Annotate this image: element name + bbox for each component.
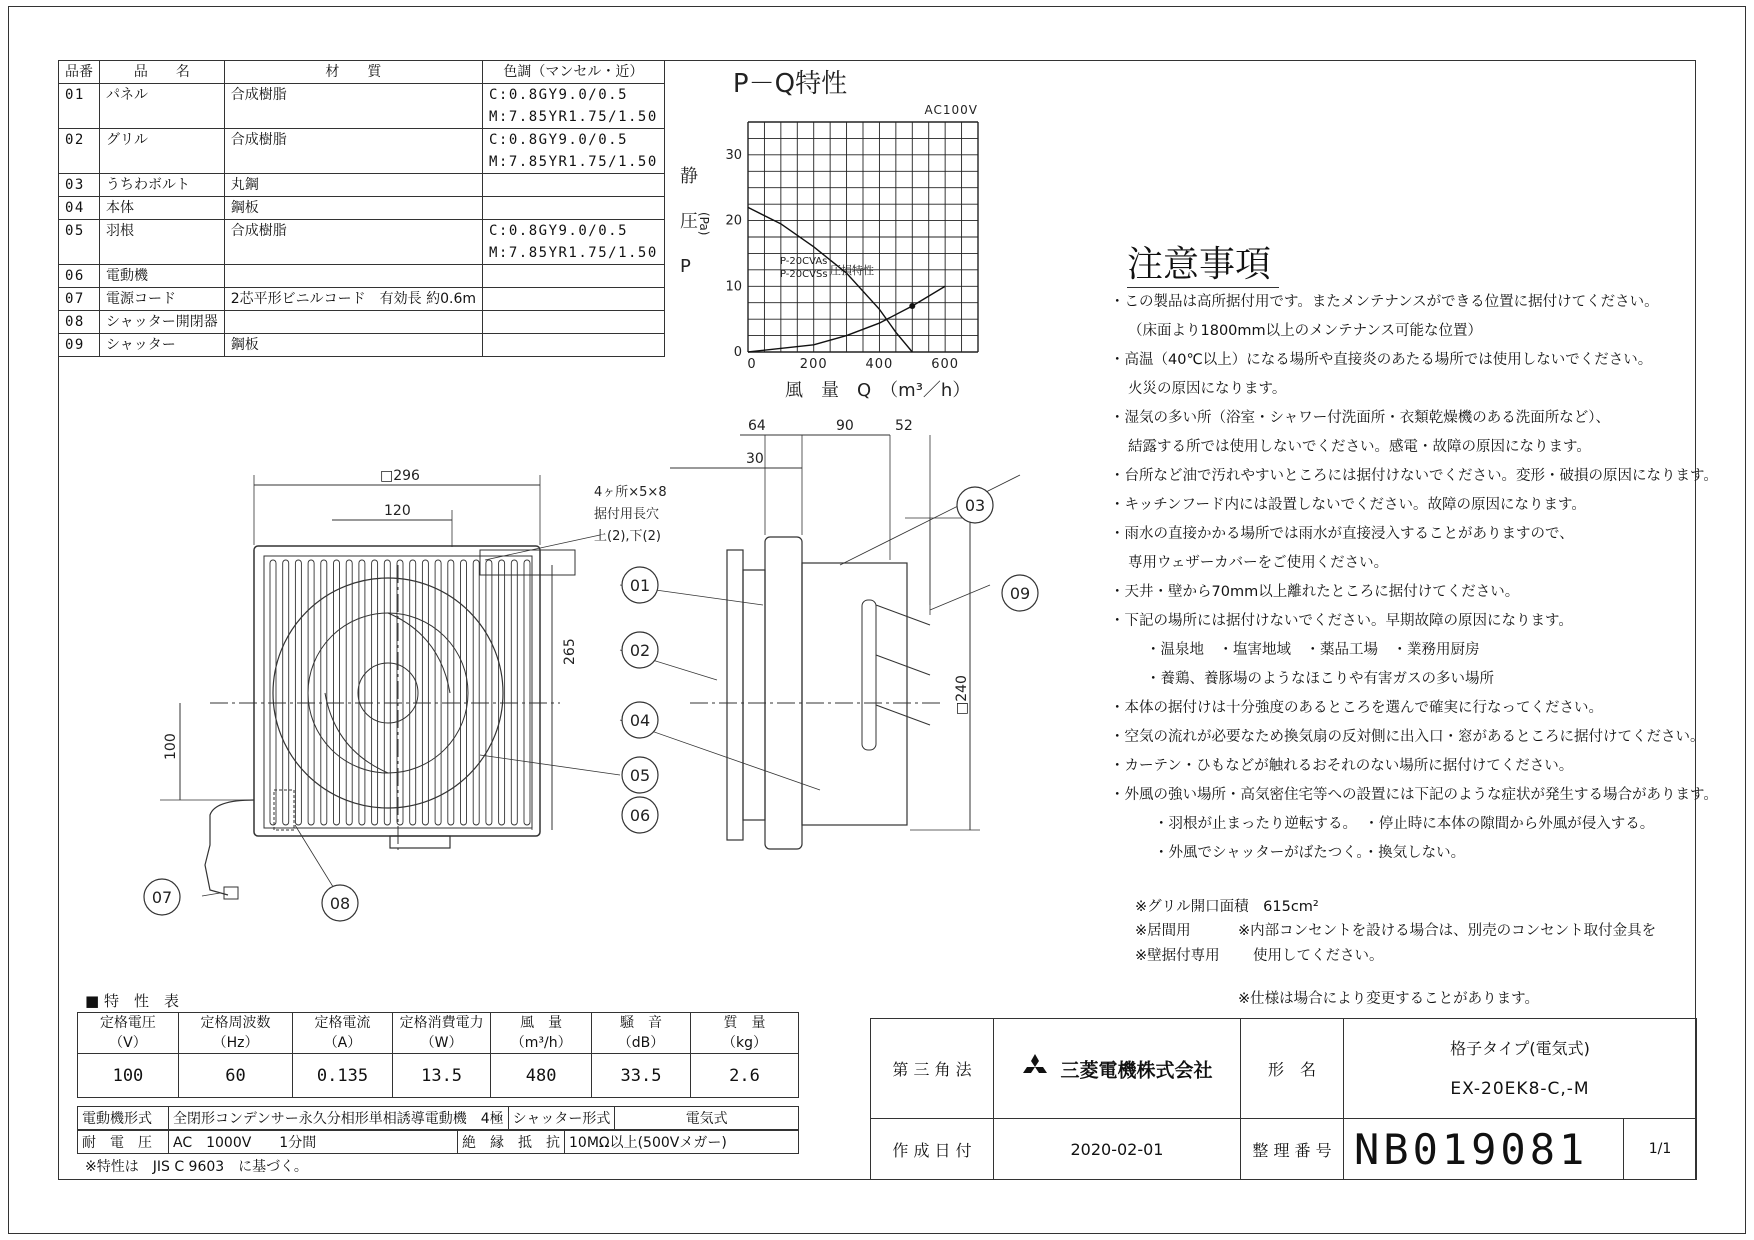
company-cell [994,1019,1241,1119]
parts-no: 05 [59,220,100,265]
parts-color-c: C:0.8GY9.0/0.5 [489,87,629,103]
grille-bar [410,560,416,825]
y-tick-label: 20 [725,213,742,229]
spec-header-unit: （W） [420,1035,463,1051]
note-line: ・下記の場所には据付けないでください。早期故障の原因になります。 [1110,613,1573,629]
spec-head-row [78,1013,799,1054]
spec-table-2 [77,1106,799,1130]
spec-value: 13.5 [392,1054,491,1098]
note-line: ・温泉地 ・塩害地域 ・薬品工場 ・業務用厨房 [1146,642,1480,658]
withstand-value: AC 1000V 1分間 [169,1131,458,1154]
parts-body [59,84,665,357]
parts-header-color: 色調（マンセル・近） [483,61,665,84]
grille-bar [461,560,467,825]
spec-header-label: 質 量 [723,1015,766,1031]
parts-name: うちわボルト [100,174,225,197]
grille-bar [295,560,301,825]
outlet-note-1: ※内部コンセントを設ける場合は、別売のコンセント取付金具を [1238,923,1657,939]
doc-no-label: 整 理 番 号 [1241,1119,1344,1180]
spec-header-unit: （A） [323,1035,362,1051]
note-line: ・本体の据付けは十分強度のあるところを選んで確実に行なってください。 [1110,700,1603,716]
parts-color [483,220,665,265]
mount-holes-label-2: 据付用長穴 [594,507,660,522]
grille-bars [270,560,530,825]
parts-material: 合成樹脂 [224,84,482,129]
doc-no-value: NB019081 [1344,1119,1624,1180]
spec-header-label: 定格周波数 [200,1015,271,1031]
callout-label: 02 [629,641,651,660]
spec-header-unit: （kg） [722,1035,768,1051]
grille-bar [473,560,479,825]
dim-side-52: 52 [895,418,913,434]
shutter-type-label: シャッター形式 [508,1107,615,1130]
spec-value: 33.5 [591,1054,690,1098]
parts-material [224,265,482,288]
spec-header [392,1013,491,1054]
chart-subtitle: AC100V [924,103,978,117]
chart-ticks [725,148,959,372]
motor-type-label: 電動機形式 [78,1107,169,1130]
chart-title: P－Q特性 [732,69,848,99]
dim-side-30: 30 [746,451,764,467]
y-axis-label-2: 圧 [680,211,698,232]
grille-bar [511,560,517,825]
parts-name: 本体 [100,197,225,220]
y-tick-label: 10 [725,279,742,295]
parts-header-material: 材 質 [224,61,482,84]
grille-bar [435,560,441,825]
note-line: ・空気の流れが必要なため換気扇の反対側に出入口・窓があるところに据付けてください。 [1110,729,1705,745]
chart-xlabel: 風 量 Q （m³／h） [785,380,971,401]
y-tick-label: 30 [725,147,742,163]
parts-row [59,197,665,220]
y-tick-label: 0 [733,345,742,360]
callout-label: 03 [964,496,986,515]
note-line: （床面より1800mm以上のメンテナンス可能な位置） [1128,323,1482,339]
parts-no: 03 [59,174,100,197]
grille-bar [422,560,428,825]
grille-bar [308,560,314,825]
parts-color-m: M:7.85YR1.75/1.50 [489,154,658,170]
insulation-value: 10MΩ以上(500Vメガー) [565,1131,799,1154]
notes-title: 注意事項 [1127,236,1279,288]
parts-color [483,334,665,357]
note-line: ・養鶏、養豚場のようなほこりや有害ガスの多い場所 [1146,671,1494,687]
notes-list [1110,288,1718,868]
callout-label: 09 [1009,584,1031,603]
note-line: ・湿気の多い所（浴室・シャワー付洗面所・衣類乾燥機のある洗面所など）、 [1110,410,1610,426]
parts-header-no: 品番 [59,61,100,84]
parts-color [483,311,665,334]
grill-area-note: ※グリル開口面積 615cm² [1135,899,1319,915]
parts-color [483,288,665,311]
company-name: 三菱電機株式会社 [1060,1059,1213,1081]
note-line: ・台所など油で汚れやすいところには据付けないでください。変形・破損の原因になります。 [1110,468,1718,484]
parts-no: 09 [59,334,100,357]
parts-no: 08 [59,311,100,334]
parts-row [59,288,665,311]
grille-bar [499,560,505,825]
x-tick-label: 200 [799,357,828,372]
spec-table-title: ■ 特 性 表 [85,992,179,1010]
grille-bar [346,560,352,825]
spec-value: 60 [178,1054,292,1098]
dim-side-64: 64 [748,418,766,434]
spec-value: 100 [78,1054,179,1098]
parts-row [59,334,665,357]
parts-name: 羽根 [100,220,225,265]
parts-row [59,84,665,129]
spec-header-label: 定格消費電力 [399,1015,484,1031]
parts-name: シャッター開閉器 [100,311,225,334]
parts-color [483,129,665,174]
note-line: 結露する所では使用しないでください。感電・故障の原因になります。 [1128,439,1591,455]
mitsubishi-logo-icon [1021,1054,1049,1084]
parts-material [224,311,482,334]
note-line: ・キッチンフード内には設置しないでください。故障の原因になります。 [1110,497,1586,513]
dim-front-265: 265 [562,638,578,665]
note-line: ・高温（40℃以上）になる場所や直接炎のあたる場所では使用しないでください。 [1110,352,1653,368]
spec-header [691,1013,799,1054]
date-label: 作 成 日 付 [871,1119,994,1180]
product-type: 格子タイプ(電気式) [1450,1038,1590,1058]
chart-grid [748,122,978,352]
note-line: ・この製品は高所据付用です。またメンテナンスができる位置に据付けてください。 [1110,294,1659,310]
annotation-p20cvss: P-20CVSs [780,269,828,280]
parts-no: 02 [59,129,100,174]
dim-front-width: □296 [380,468,420,484]
dim-side-90: 90 [836,418,854,434]
x-tick-label: 600 [931,357,960,372]
parts-color [483,84,665,129]
note-line: 火災の原因になります。 [1128,381,1287,397]
page-number: 1/1 [1624,1119,1697,1180]
residential-note: ※居間用 [1135,923,1191,939]
spec-header-label: 定格電流 [314,1015,371,1031]
spec-value: 2.6 [691,1054,799,1098]
parts-no: 04 [59,197,100,220]
front-view [160,475,620,899]
parts-material: 丸鋼 [224,174,482,197]
spec-header [178,1013,292,1054]
callout-label: 04 [629,711,651,730]
parts-color-m: M:7.85YR1.75/1.50 [489,109,658,125]
dim-front-120: 120 [384,503,411,519]
y-axis-unit: (Pa) [697,212,711,236]
wall-mount-note: ※壁据付専用 [1135,948,1220,964]
y-axis-label-1: 静 [680,166,698,187]
note-line: ・外風の強い場所・高気密住宅等への設置には下記のような症状が発生する場合があります。 [1110,787,1718,803]
callout-label: 05 [629,766,651,785]
x-tick-label: 0 [747,357,757,372]
callout-label: 01 [629,576,651,595]
parts-color [483,265,665,288]
grille-bar [384,560,390,825]
spec-header-unit: （V） [109,1035,147,1051]
parts-material: 鋼板 [224,197,482,220]
x-tick-label: 400 [865,357,894,372]
parts-material: 合成樹脂 [224,129,482,174]
dim-front-100: 100 [163,733,179,760]
mount-holes-label: 4ヶ所×5×8 [594,485,667,500]
projection: 第 三 角 法 [871,1019,994,1119]
grille-bar [359,560,365,825]
parts-row [59,311,665,334]
annotation-p20cvas: P-20CVAs [780,256,828,267]
title-block [870,1018,1697,1180]
parts-name: グリル [100,129,225,174]
model-label: 形 名 [1241,1019,1344,1119]
pq-chart [660,62,1020,407]
parts-name: パネル [100,84,225,129]
note-line: ・天井・壁から70mm以上離れたところに据付けてください。 [1110,584,1520,600]
note-line: ・雨水の直接かかる場所では雨水が直接浸入することがありますので、 [1110,526,1574,542]
mount-holes-label-3: 上(2),下(2) [594,529,661,544]
parts-row [59,174,665,197]
spec-header [591,1013,690,1054]
parts-color-m: M:7.85YR1.75/1.50 [489,245,658,261]
parts-row [59,129,665,174]
parts-no: 06 [59,265,100,288]
spec-header-unit: （Hz） [212,1035,259,1051]
dim-side-240: □240 [954,675,970,715]
parts-row [59,265,665,288]
spec-header [293,1013,393,1054]
spec-header-label: 騒 音 [619,1015,662,1031]
spec-header [491,1013,592,1054]
spec-value: 480 [491,1054,592,1098]
spec-header [78,1013,179,1054]
spec-header-unit: （m³/h） [510,1035,572,1051]
date-value: 2020-02-01 [994,1119,1241,1180]
spec-header-unit: （dB） [617,1035,665,1051]
parts-material: 2芯平形ビニルコード 有効長 約0.6m [224,288,482,311]
parts-no: 01 [59,84,100,129]
callouts [144,487,1038,921]
motor-type-value: 全閉形コンデンサー永久分相形単相誘導電動機 4極 [169,1107,509,1130]
grille-bar [448,560,454,825]
insulation-label: 絶 縁 抵 抗 [458,1131,565,1154]
spec-table-3 [77,1130,799,1154]
parts-name: シャッター [100,334,225,357]
grille-bar [486,560,492,825]
parts-row [59,220,665,265]
y-axis-label-3: P [680,256,691,277]
note-line: ・カーテン・ひもなどが触れるおそれのない場所に据付けてください。 [1110,758,1574,774]
parts-color-c: C:0.8GY9.0/0.5 [489,223,629,239]
model-cell [1344,1019,1697,1119]
callout-label: 08 [329,894,351,913]
spec-table [77,1012,799,1098]
parts-header-name: 品 名 [100,61,225,84]
callout-label: 07 [151,888,173,907]
spec-change-note: ※仕様は場合により変更することがあります。 [1238,991,1539,1007]
spec-value-row [78,1054,799,1098]
note-line: ・外風でシャッターがばたつく。・換気しない。 [1154,845,1466,861]
parts-name: 電動機 [100,265,225,288]
note-line: 専用ウェザーカバーをご使用ください。 [1128,555,1389,571]
parts-color-c: C:0.8GY9.0/0.5 [489,132,629,148]
parts-table [58,60,665,357]
shutter-type-value: 電気式 [615,1107,799,1130]
operating-point [909,303,915,309]
grille-bar [283,560,289,825]
parts-material: 鋼板 [224,334,482,357]
grille-bar [524,560,530,825]
note-line: ・羽根が止まったり逆転する。 ・停止時に本体の隙間から外風が侵入する。 [1154,816,1655,832]
parts-color [483,174,665,197]
outlet-note-2: 使用してください。 [1253,948,1384,964]
spec-header-label: 定格電圧 [99,1015,156,1031]
model-number: EX-20EK8-C,-M [1450,1078,1590,1099]
technical-drawing [120,418,1050,935]
parts-material: 合成樹脂 [224,220,482,265]
parts-color [483,197,665,220]
spec-header-label: 風 量 [520,1015,563,1031]
grille-bar [334,560,340,825]
parts-name: 電源コード [100,288,225,311]
withstand-label: 耐 電 圧 [78,1131,169,1154]
grille-bar [372,560,378,825]
spec-value: 0.135 [293,1054,393,1098]
callout-label: 06 [629,806,651,825]
parts-no: 07 [59,288,100,311]
spec-footnote: ※特性は JIS C 9603 に基づく。 [85,1159,308,1175]
annotation-pressure-loss: 圧損特性 [830,264,874,277]
